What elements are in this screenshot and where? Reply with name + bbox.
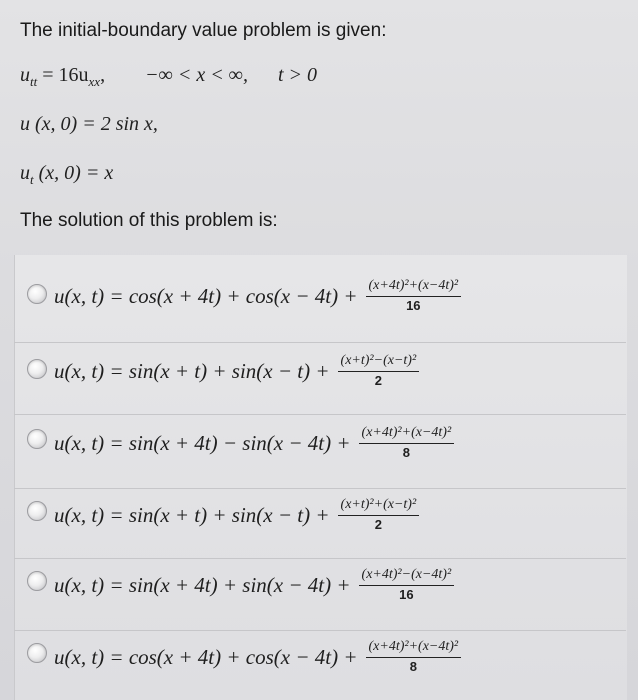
- radio-button-5[interactable]: [27, 571, 47, 591]
- option-1-main: u(x, t) = cos(x + 4t) + cos(x − 4t) +: [54, 283, 358, 308]
- option-5-numerator: (x+4t)²−(x−4t)²: [359, 567, 455, 586]
- radio-button-6[interactable]: [27, 643, 47, 663]
- pde-comma: ,: [100, 64, 106, 86]
- option-3-numerator: (x+4t)²+(x−4t)²: [359, 425, 455, 444]
- option-5-denominator: 16: [399, 587, 414, 603]
- option-6-numerator: (x+4t)²+(x−4t)²: [366, 639, 462, 658]
- option-5-fraction: [359, 567, 455, 603]
- answer-option-3[interactable]: [14, 414, 626, 475]
- radio-button-2[interactable]: [27, 359, 47, 379]
- pde-time: t > 0: [277, 64, 318, 86]
- radio-button-4[interactable]: [27, 501, 47, 521]
- pde-lhs: u: [20, 64, 30, 86]
- option-2-fraction: [338, 353, 420, 389]
- radio-button-1[interactable]: [27, 284, 47, 304]
- ic2-sub: t: [30, 172, 34, 187]
- ic2-rest: (x, 0) = x: [33, 162, 114, 184]
- answer-option-2[interactable]: [14, 342, 626, 403]
- option-6-fraction: [366, 639, 462, 675]
- pde-domain: −∞ < x < ∞,: [145, 64, 248, 86]
- answer-option-1[interactable]: [14, 268, 626, 328]
- answer-option-4[interactable]: [14, 488, 626, 549]
- option-3-formula: [54, 425, 454, 461]
- problem-intro: The initial-boundary value problem is given:: [20, 20, 387, 41]
- initial-condition-1: u (x, 0) = 2 sin x,: [20, 113, 158, 135]
- pde-lhs-sub: tt: [30, 74, 38, 89]
- option-1-fraction: [366, 278, 462, 314]
- option-1-formula: [54, 278, 461, 314]
- solution-prompt: The solution of this problem is:: [20, 210, 278, 231]
- option-2-denominator: 2: [374, 373, 382, 389]
- answer-option-6[interactable]: [14, 630, 626, 691]
- pde-eq: = 16u: [37, 64, 89, 86]
- option-4-fraction: [338, 497, 420, 533]
- option-4-denominator: 2: [374, 517, 382, 533]
- option-2-formula: [54, 353, 419, 389]
- initial-condition-2: [20, 162, 113, 188]
- pde-rhs-sub: xx: [88, 74, 101, 89]
- option-6-formula: [54, 639, 461, 675]
- option-6-denominator: 8: [409, 659, 417, 675]
- option-3-fraction: [359, 425, 455, 461]
- option-4-formula: [54, 497, 419, 533]
- option-1-denominator: 16: [406, 298, 421, 314]
- radio-button-3[interactable]: [27, 429, 47, 449]
- option-5-main: u(x, t) = sin(x + 4t) + sin(x − 4t) +: [54, 572, 351, 597]
- answer-option-5[interactable]: [14, 558, 626, 619]
- option-2-numerator: (x+t)²−(x−t)²: [338, 353, 420, 372]
- option-3-denominator: 8: [402, 445, 410, 461]
- option-2-main: u(x, t) = sin(x + t) + sin(x − t) +: [54, 358, 330, 383]
- ic2-lhs: u: [20, 162, 30, 184]
- option-3-main: u(x, t) = sin(x + 4t) − sin(x − 4t) +: [54, 430, 351, 455]
- option-5-formula: [54, 567, 454, 603]
- pde-equation: [20, 64, 317, 90]
- option-4-main: u(x, t) = sin(x + t) + sin(x − t) +: [54, 502, 330, 527]
- option-4-numerator: (x+t)²+(x−t)²: [338, 497, 420, 516]
- option-1-numerator: (x+4t)²+(x−4t)²: [366, 278, 462, 297]
- option-6-main: u(x, t) = cos(x + 4t) + cos(x − 4t) +: [54, 644, 358, 669]
